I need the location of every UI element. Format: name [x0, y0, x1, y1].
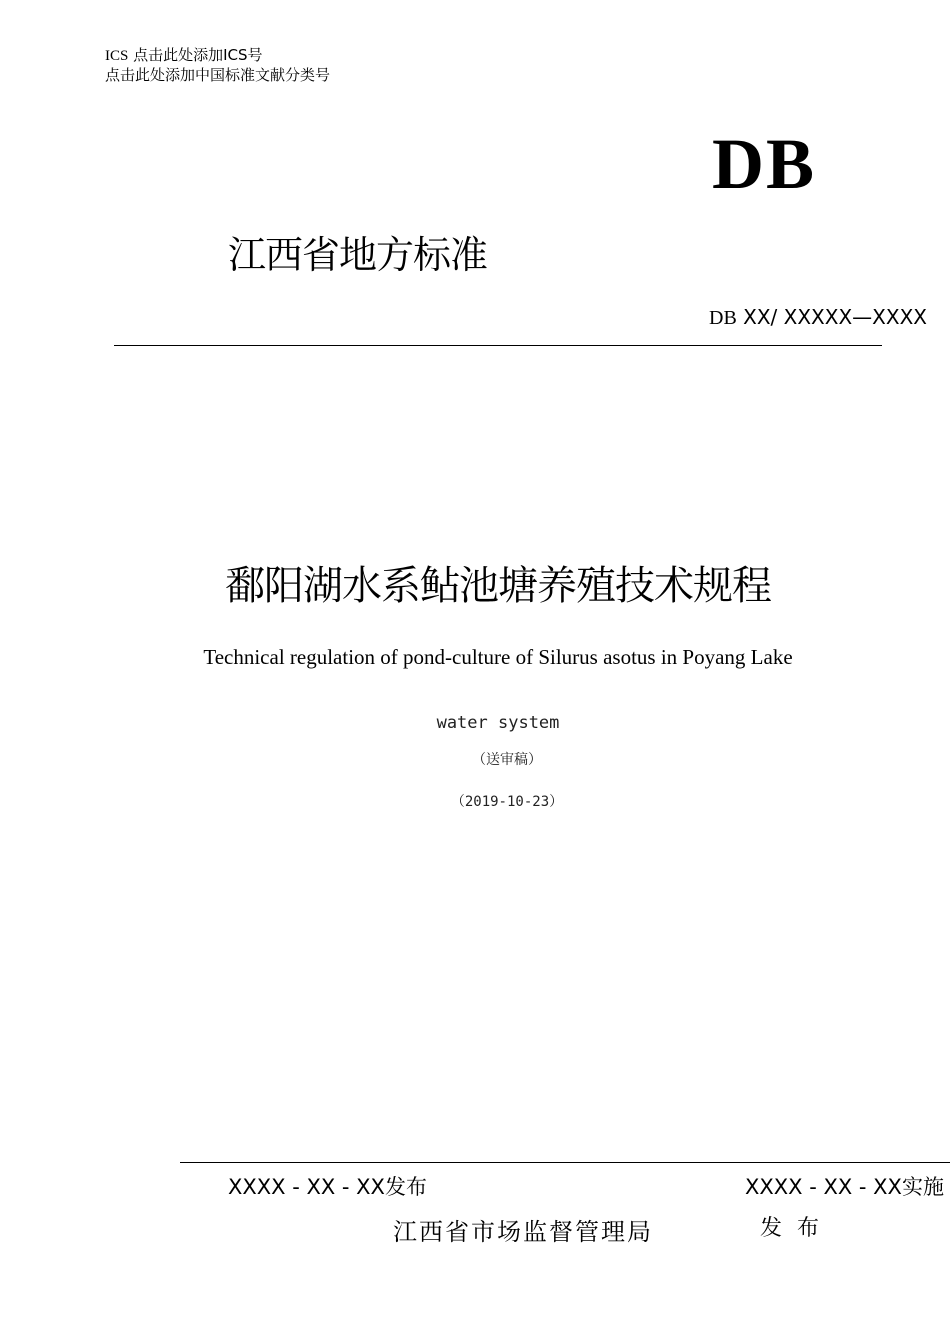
standard-code-value: XX/ XXXXX—XXXX [743, 305, 927, 329]
publish-label: 发 布 [760, 1216, 823, 1241]
document-title-chinese: 鄱阳湖水系鲇池塘养殖技术规程 [225, 563, 771, 609]
ccs-classification-placeholder[interactable]: 点击此处添加中国标准文献分类号 [105, 66, 331, 84]
ics-placeholder[interactable]: 点击此处添加ICS号 [133, 46, 263, 64]
header-divider [114, 345, 882, 346]
footer-divider [180, 1162, 950, 1163]
publish-date: XXXX - XX - XX发布 [228, 1175, 427, 1199]
draft-status: （送审稿） [472, 752, 542, 768]
ics-prefix: ICS [105, 48, 129, 64]
implementation-date: XXXX - XX - XX实施 [745, 1175, 944, 1199]
document-title-english-continued: water system [436, 713, 560, 733]
document-title-english: Technical regulation of pond-culture of Silurus asotus in Poyang Lake [203, 645, 793, 669]
issuing-agency: 江西省市场监督管理局 [393, 1218, 653, 1246]
ics-number-line [105, 46, 263, 65]
standard-category-name: 江西省地方标准 [228, 233, 488, 277]
draft-date: （2019-10-23） [450, 794, 564, 810]
db-logo: DB [712, 124, 817, 204]
standard-code-prefix: DB [709, 307, 737, 329]
standard-code [709, 304, 927, 331]
